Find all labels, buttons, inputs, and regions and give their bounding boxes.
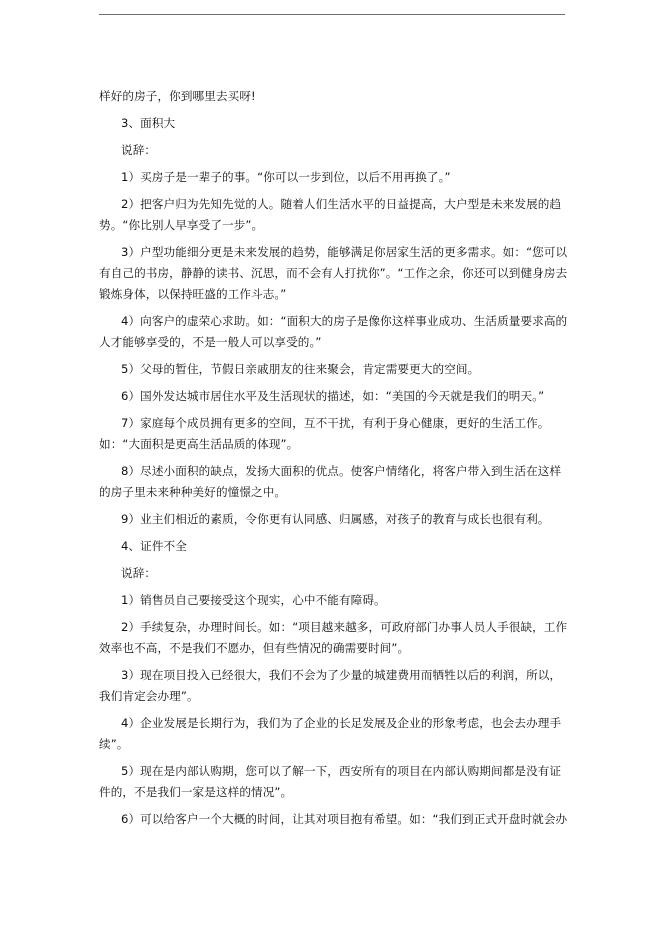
list-item: 9）业主们相近的素质，令你更有认同感、归属感，对孩子的教育与成长也很有利。 <box>121 512 550 526</box>
list-item: 5）父母的暂住，节假日亲戚朋友的往来聚会，肯定需要更大的空间。 <box>121 362 480 376</box>
list-item: 4）向客户的虚荣心求助。如：“面积大的房子是像你这样事业成功、生活质量要求高的人才能够享受的，不是一般人可以享受的。” <box>99 314 568 349</box>
list-item: 1）买房子是一辈子的事。“你可以一步到位，以后不用再换了。” <box>121 170 451 184</box>
header-rule <box>99 14 565 15</box>
paragraph-continuation: 样好的房子，你到哪里去买呀! <box>99 89 256 103</box>
list-item: 8）尽述小面积的缺点，发扬大面积的优点。使客户情绪化，将客户带入到生活在这样的房子里未来种种美好的憧憬之中。 <box>99 464 562 499</box>
document-body <box>99 86 571 836</box>
list-item: 5）现在是内部认购期，您可以了解一下，西安所有的项目在内部认购期间都是没有证件的，不是我们一家是这样的情况”。 <box>99 764 562 799</box>
list-item: 6）可以给客户一个大概的时间，让其对项目抱有希望。如：“我们到正式开盘时就会办 <box>121 812 568 826</box>
list-item: 2）手续复杂，办理时间长。如：“项目越来越多，可政府部门办事人员人手很缺，工作效率也不高，不是我们不愿办，但有些情况的确需要时间”。 <box>99 620 568 655</box>
list-item: 4）企业发展是长期行为，我们为了企业的长足发展及企业的形象考虑，也会去办理手续”。 <box>99 716 562 751</box>
list-item: 6）国外发达城市居住水平及生活现状的描述，如：“美国的今天就是我们的明天。” <box>121 389 545 403</box>
list-item: 1）销售员自己要接受这个现实，心中不能有障碍。 <box>121 593 386 607</box>
list-item: 2）把客户归为先知先觉的人。随着人们生活水平的日益提高，大户型是未来发展的趋势。“你比别人早享受了一步”。 <box>99 197 562 232</box>
section-heading-documents: 4、证件不全 <box>121 539 187 553</box>
talk-script-label: 说辞： <box>121 566 157 580</box>
section-heading-area: 3、面积大 <box>121 116 176 130</box>
list-item: 3）户型功能细分更是未来发展的趋势，能够满足你居家生活的更多需求。如：“您可以有自己的书房，静静的读书、沉思，而不会有人打扰你”。“工作之余，你还可以到健身房去锻炼身体，以保持旺盛的工作斗志。” <box>99 245 568 301</box>
talk-script-label: 说辞： <box>121 143 157 157</box>
list-item: 7）家庭每个成员拥有更多的空间，互不干扰，有利于身心健康，更好的生活工作。如：“大面积是更高生活品质的体现”。 <box>99 416 550 451</box>
list-item: 3）现在项目投入已经很大，我们不会为了少量的城建费用而牺牲以后的利润，所以，我们肯定会办理”。 <box>99 668 562 703</box>
